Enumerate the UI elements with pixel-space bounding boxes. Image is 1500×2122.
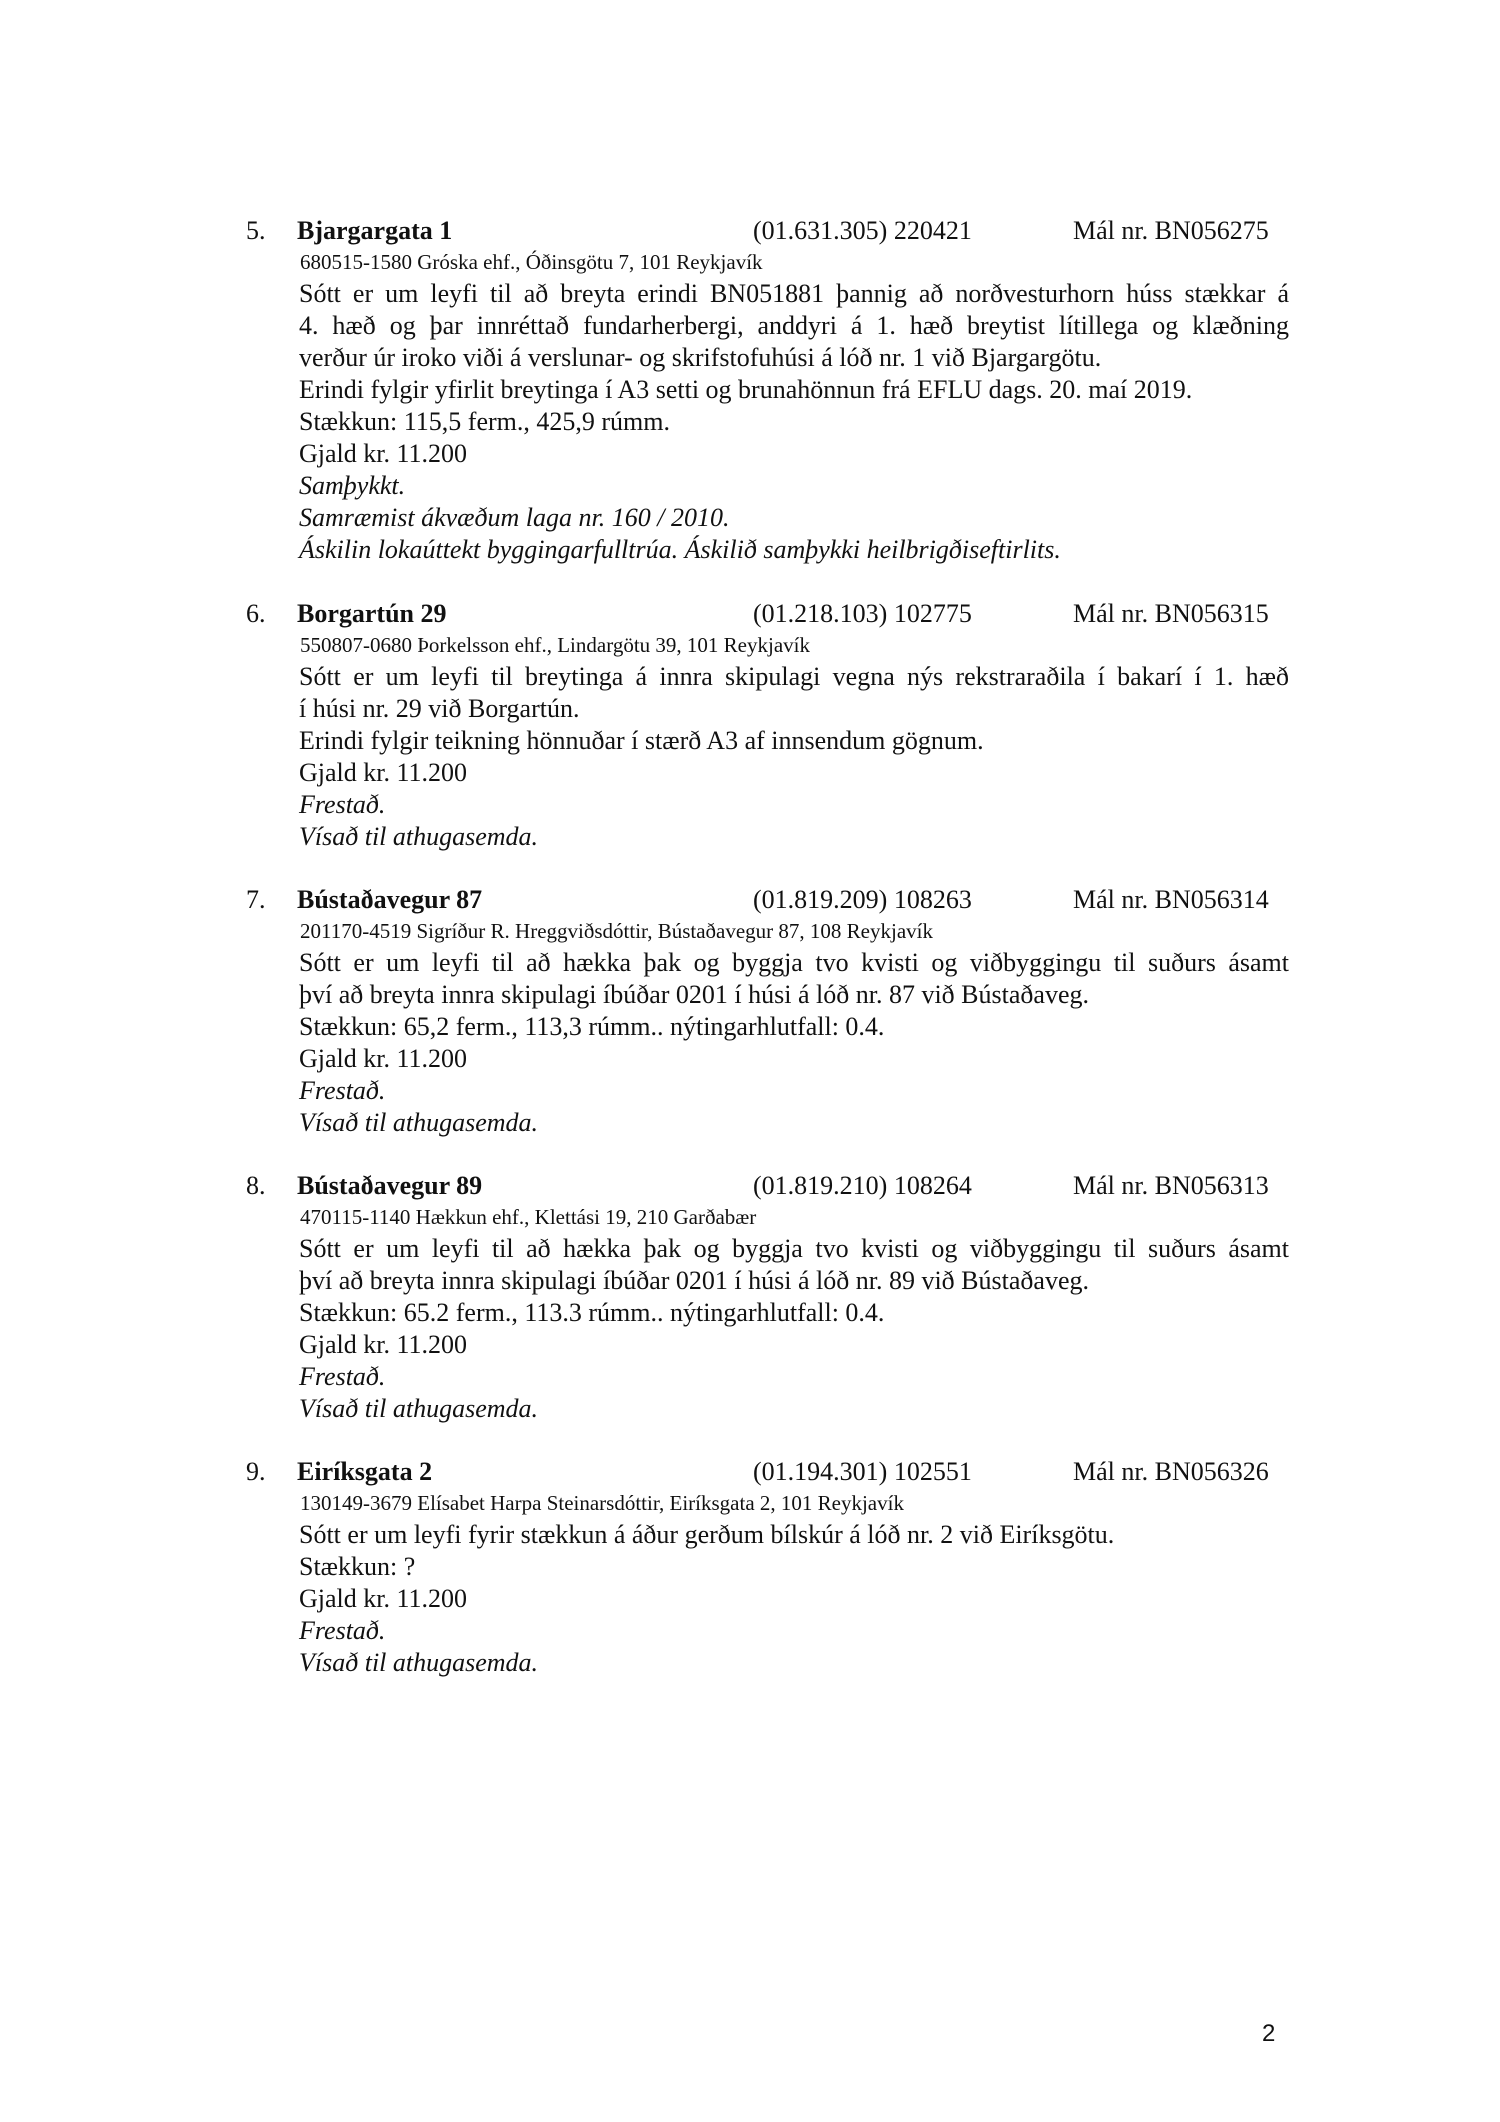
decision-note-line: Vísað til athugasemda. <box>299 1394 539 1423</box>
description-line: því að breyta innra skipulagi íbúðar 0201 í húsi á lóð nr. 87 við Bústaðaveg. <box>299 980 1089 1009</box>
property-address: Bústaðavegur 87 <box>297 885 483 914</box>
case-entry-8 <box>0 1169 1500 1425</box>
case-header <box>0 1169 1500 1203</box>
property-address: Bústaðavegur 89 <box>297 1171 483 1200</box>
fee-line: Gjald kr. 11.200 <box>299 1584 468 1613</box>
case-header <box>0 597 1500 631</box>
enlargement-line: Stækkun: 115,5 ferm., 425,9 rúmm. <box>299 407 670 436</box>
decision-line: Frestað. <box>299 1616 386 1645</box>
description-line: í húsi nr. 29 við Borgartún. <box>299 694 580 723</box>
case-header <box>0 883 1500 917</box>
case-number: Mál nr. BN056326 <box>1073 1457 1269 1486</box>
description-line: Sótt er um leyfi til breytinga á innra skipulagi vegna nýs rekstraraðila í bakarí í 1. hæð <box>299 662 1289 691</box>
decision-line: Frestað. <box>299 1076 386 1105</box>
property-address: Borgartún 29 <box>297 599 447 628</box>
decision-line: Frestað. <box>299 790 386 819</box>
case-description <box>299 661 1289 853</box>
lot-reference: (01.218.103) 102775 <box>753 599 972 628</box>
decision-note-line: Vísað til athugasemda. <box>299 822 539 851</box>
page-number: 2 <box>1262 2020 1276 2047</box>
item-number: 6. <box>246 599 266 628</box>
case-number: Mál nr. BN056275 <box>1073 216 1269 245</box>
attachment-line: Erindi fylgir yfirlit breytinga í A3 setti og brunahönnun frá EFLU dags. 20. maí 2019. <box>299 375 1193 404</box>
fee-line: Gjald kr. 11.200 <box>299 1044 468 1073</box>
case-number: Mál nr. BN056313 <box>1073 1171 1269 1200</box>
property-address: Eiríksgata 2 <box>297 1457 433 1486</box>
lot-reference: (01.819.210) 108264 <box>753 1171 972 1200</box>
item-number: 9. <box>246 1457 266 1486</box>
fee-line: Gjald kr. 11.200 <box>299 439 468 468</box>
decision-note-line: Vísað til athugasemda. <box>299 1648 539 1677</box>
description-line: verður úr iroko viði á verslunar- og skrifstofuhúsi á lóð nr. 1 við Bjargargötu. <box>299 343 1102 372</box>
case-header <box>0 1455 1500 1489</box>
description-line: því að breyta innra skipulagi íbúðar 0201 í húsi á lóð nr. 89 við Bústaðaveg. <box>299 1266 1089 1295</box>
applicant-line: 130149-3679 Elísabet Harpa Steinarsdóttir, Eiríksgata 2, 101 Reykjavík <box>300 1491 904 1515</box>
fee-line: Gjald kr. 11.200 <box>299 1330 468 1359</box>
applicant-line: 550807-0680 Þorkelsson ehf., Lindargötu 39, 101 Reykjavík <box>300 633 810 657</box>
applicant-line: 680515-1580 Gróska ehf., Óðinsgötu 7, 101 Reykjavík <box>300 250 763 274</box>
fee-line: Gjald kr. 11.200 <box>299 758 468 787</box>
description-line: Sótt er um leyfi til að breyta erindi BN051881 þannig að norðvesturhorn húss stækkar á <box>299 279 1289 308</box>
case-description <box>299 1233 1289 1425</box>
decision-line: Samþykkt. <box>299 471 406 500</box>
description-line: 4. hæð og þar innréttað fundarherbergi, anddyri á 1. hæð breytist lítillega og klæðning <box>299 311 1289 340</box>
item-number: 8. <box>246 1171 266 1200</box>
description-line: Sótt er um leyfi til að hækka þak og byggja tvo kvisti og viðbyggingu til suðurs ásamt <box>299 1234 1289 1263</box>
lot-reference: (01.194.301) 102551 <box>753 1457 972 1486</box>
case-entry-6 <box>0 597 1500 853</box>
case-description <box>299 1519 1289 1679</box>
enlargement-line: Stækkun: 65,2 ferm., 113,3 rúmm.. nýtingarhlutfall: 0.4. <box>299 1012 885 1041</box>
case-entry-9 <box>0 1455 1500 1679</box>
lot-reference: (01.631.305) 220421 <box>753 216 972 245</box>
property-address: Bjargargata 1 <box>297 216 453 245</box>
attachment-line: Erindi fylgir teikning hönnuðar í stærð A3 af innsendum gögnum. <box>299 726 984 755</box>
description-line: Sótt er um leyfi til að hækka þak og byggja tvo kvisti og viðbyggingu til suðurs ásamt <box>299 948 1289 977</box>
decision-note-line: Samræmist ákvæðum laga nr. 160 / 2010. <box>299 503 730 532</box>
lot-reference: (01.819.209) 108263 <box>753 885 972 914</box>
case-entry-7 <box>0 883 1500 1139</box>
case-entry-5 <box>0 214 1500 566</box>
item-number: 7. <box>246 885 266 914</box>
applicant-line: 201170-4519 Sigríður R. Hreggviðsdóttir, Bústaðavegur 87, 108 Reykjavík <box>300 919 933 943</box>
item-number: 5. <box>246 216 266 245</box>
case-description <box>299 278 1289 566</box>
enlargement-line: Stækkun: ? <box>299 1552 416 1581</box>
decision-note-line: Áskilin lokaúttekt byggingarfulltrúa. Áskilið samþykki heilbrigðiseftirlits. <box>299 535 1061 564</box>
case-header <box>0 214 1500 248</box>
decision-line: Frestað. <box>299 1362 386 1391</box>
description-line: Sótt er um leyfi fyrir stækkun á áður gerðum bílskúr á lóð nr. 2 við Eiríksgötu. <box>299 1520 1115 1549</box>
enlargement-line: Stækkun: 65.2 ferm., 113.3 rúmm.. nýtingarhlutfall: 0.4. <box>299 1298 885 1327</box>
decision-note-line: Vísað til athugasemda. <box>299 1108 539 1137</box>
case-number: Mál nr. BN056315 <box>1073 599 1269 628</box>
case-number: Mál nr. BN056314 <box>1073 885 1269 914</box>
applicant-line: 470115-1140 Hækkun ehf., Klettási 19, 210 Garðabær <box>300 1205 757 1229</box>
case-description <box>299 947 1289 1139</box>
